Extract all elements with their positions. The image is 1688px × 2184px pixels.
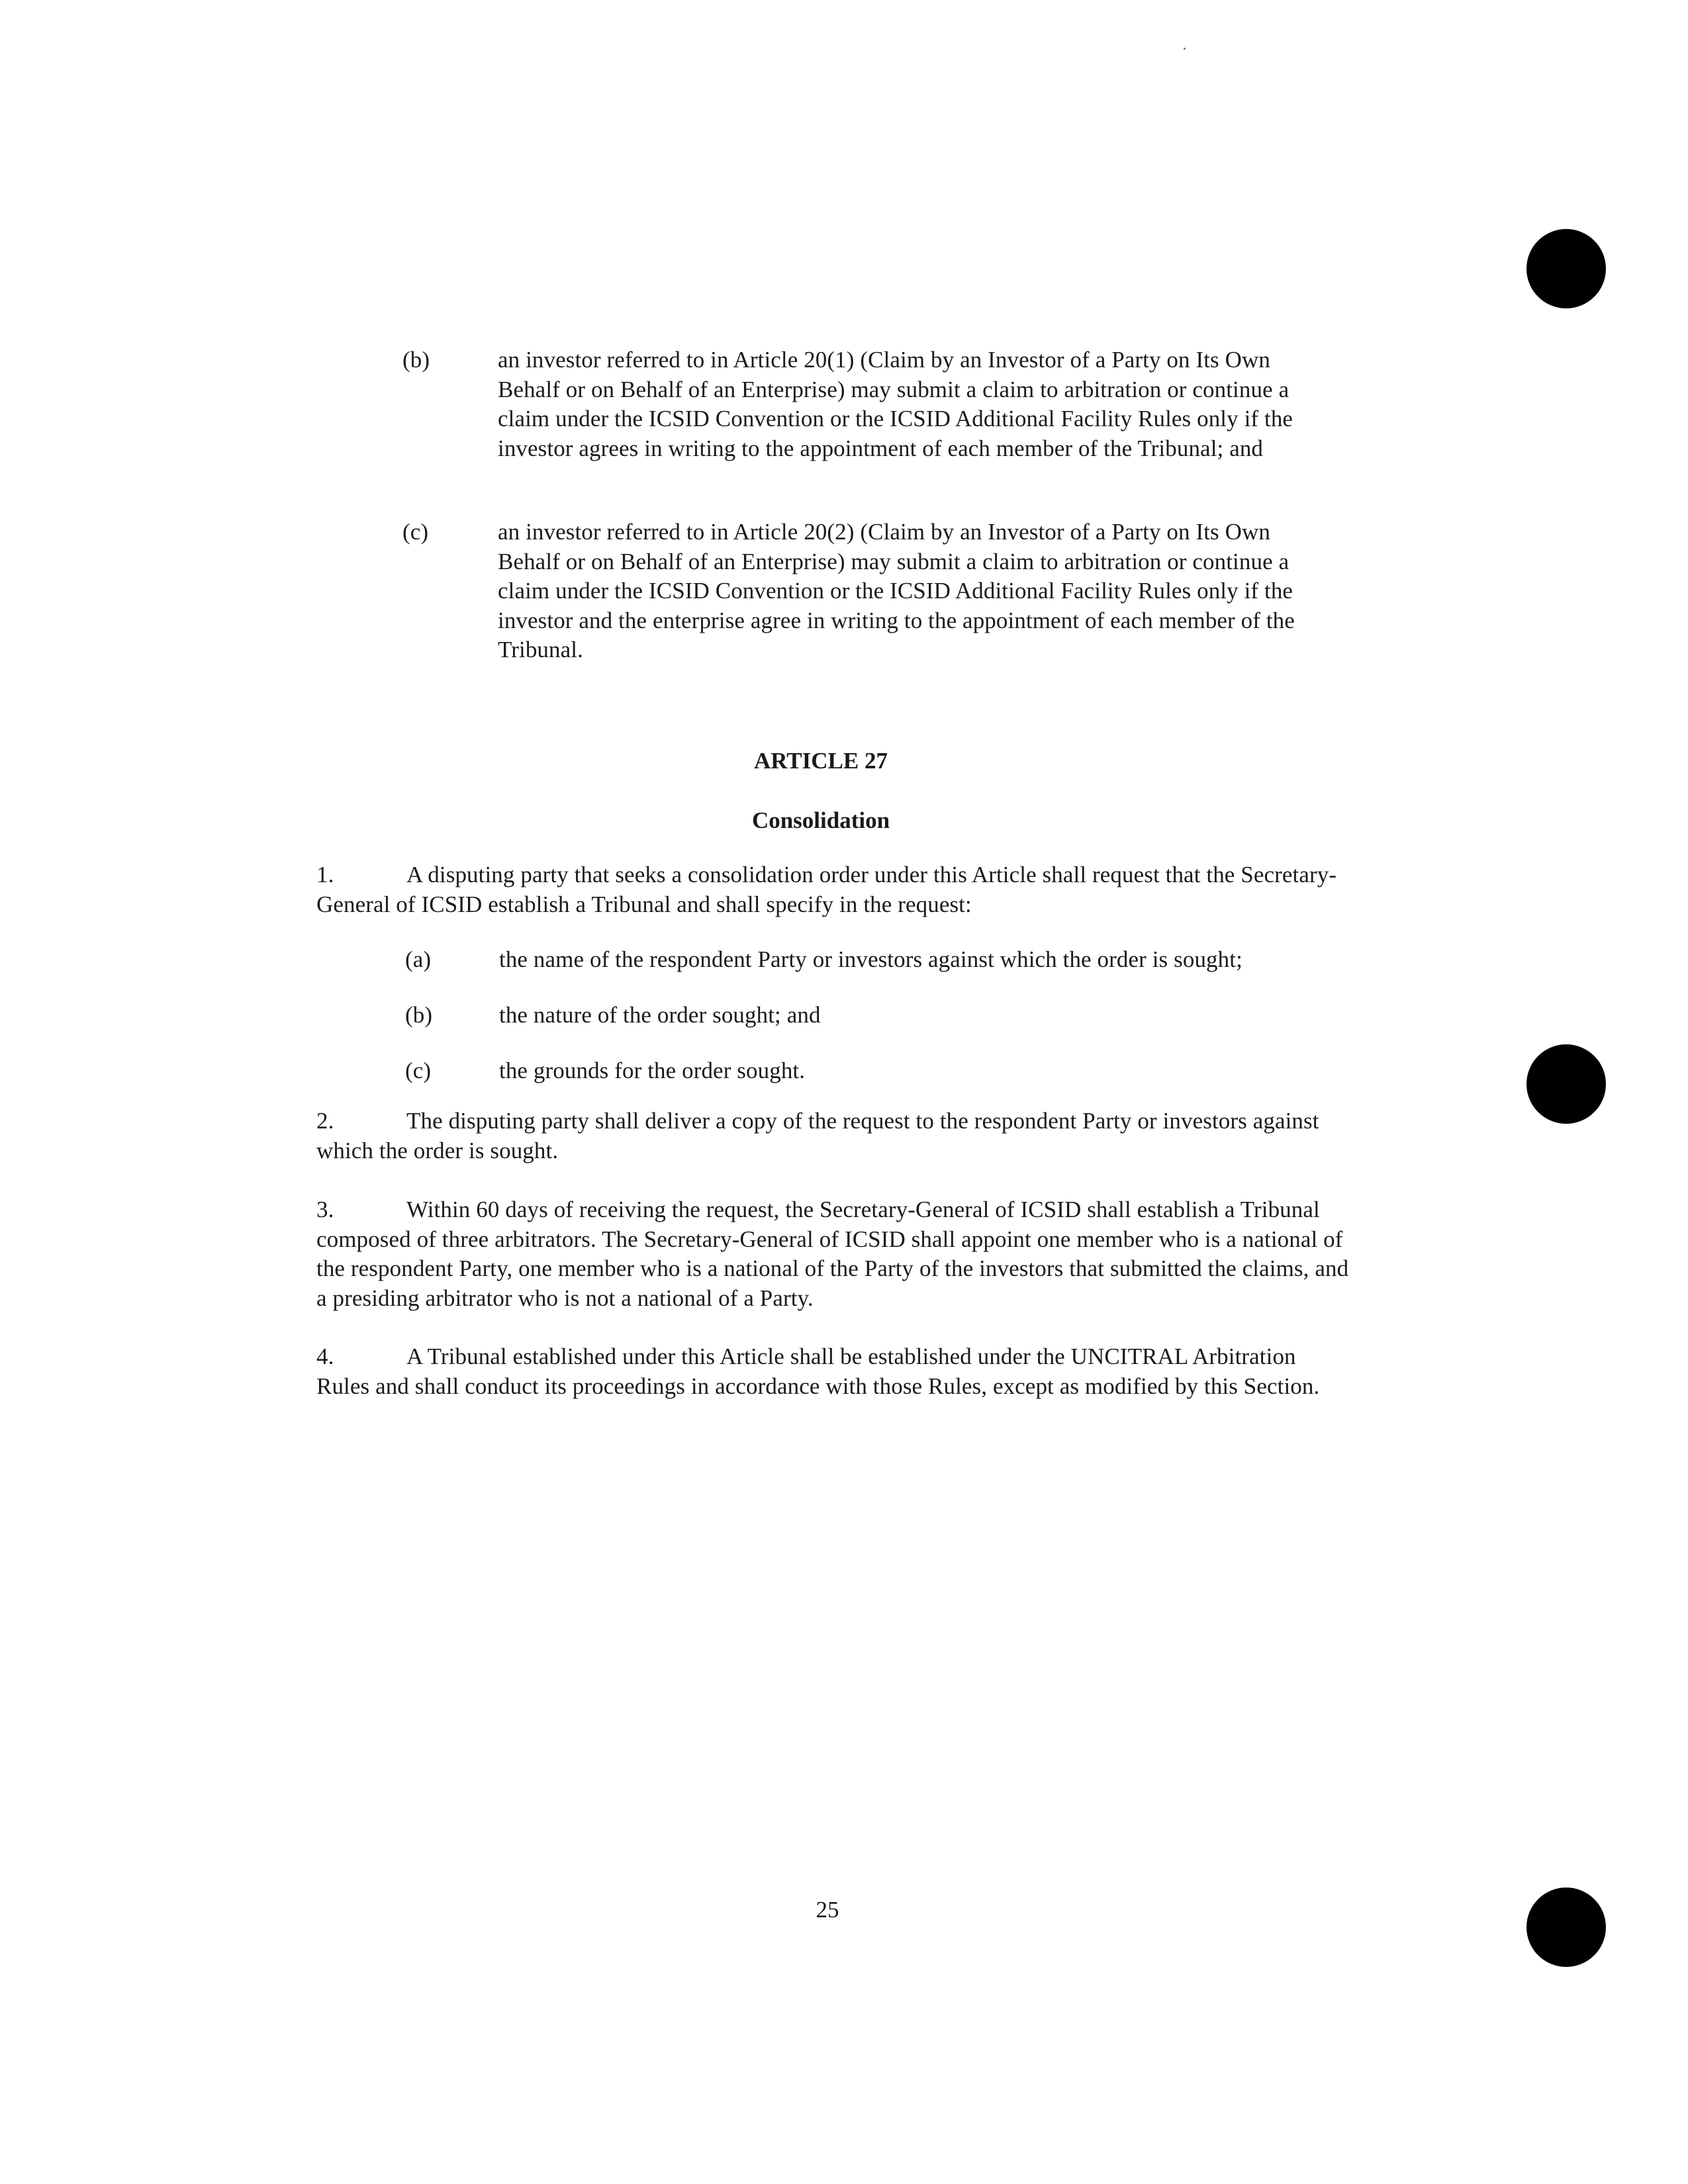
paragraph-text: The disputing party shall deliver a copy of the request to the respondent Party or investors against which the order is sought. bbox=[316, 1108, 1319, 1163]
paragraph-2 bbox=[316, 1107, 1349, 1165]
paragraph-number: 3. bbox=[316, 1197, 334, 1222]
request-item-label: (b) bbox=[405, 1002, 433, 1028]
request-item-label: (a) bbox=[405, 946, 432, 972]
article-heading: ARTICLE 27 bbox=[753, 748, 888, 774]
paragraph-text: Within 60 days of receiving the request, the Secretary-General of ICSID shall establish a Tribunal composed of three arbitrators. The Secretary-General of ICSID shall appoint one member who is a national of the respondent Party, one member who is a national of the Party of the investors that submitted the claims, and a presiding arbitrator who is not a national of a Party. bbox=[316, 1197, 1349, 1311]
scan-speck bbox=[1184, 48, 1186, 50]
subsection-item-text: an investor referred to in Article 20(2) (Claim by an Investor of a Party on Its Own Behalf or on Behalf of an Enterprise) may submit a claim to arbitration or continue a claim under the ICSID Convention or the ICSID Additional Facility Rules only if the investor and the enterprise agree in writing to the appointment of each member of the Tribunal. bbox=[498, 519, 1295, 662]
paragraph-text: A disputing party that seeks a consolidation order under this Article shall request that the Secretary-General of ICSID establish a Tribunal and shall specify in the request: bbox=[316, 862, 1337, 917]
subsection-item-text: an investor referred to in Article 20(1) (Claim by an Investor of a Party on Its Own Behalf or on Behalf of an Enterprise) may submit a claim to arbitration or continue a claim under the ICSID Convention or the ICSID Additional Facility Rules only if the investor agrees in writing to the appointment of each member of the Tribunal; and bbox=[498, 347, 1293, 461]
request-item-text: the grounds for the order sought. bbox=[499, 1058, 806, 1083]
paragraph-text: A Tribunal established under this Article shall be established under the UNCITRAL Arbitration Rules and shall conduct its proceedings in accordance with those Rules, except as modified by this Section. bbox=[316, 1343, 1320, 1399]
punch-hole-top bbox=[1526, 229, 1606, 308]
paragraph-3 bbox=[316, 1195, 1349, 1313]
article-title: Consolidation bbox=[751, 807, 890, 833]
paragraph-number: 1. bbox=[316, 862, 334, 887]
paragraph-4 bbox=[316, 1342, 1349, 1401]
request-item-label: (c) bbox=[405, 1058, 432, 1083]
request-item-text: the nature of the order sought; and bbox=[499, 1002, 821, 1028]
paragraph-number: 4. bbox=[316, 1343, 334, 1369]
request-item-text: the name of the respondent Party or investors against which the order is sought; bbox=[499, 946, 1243, 972]
subsection-item-label: (c) bbox=[402, 519, 429, 545]
paragraph-1 bbox=[316, 860, 1349, 919]
subsection-item-label: (b) bbox=[402, 347, 430, 373]
paragraph-number: 2. bbox=[316, 1108, 334, 1134]
punch-hole-middle bbox=[1526, 1044, 1606, 1124]
page-number: 25 bbox=[816, 1897, 839, 1923]
